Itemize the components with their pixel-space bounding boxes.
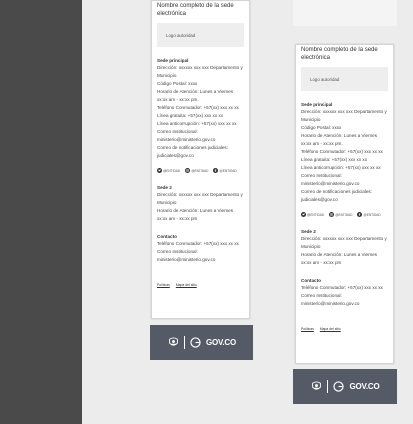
info-line: Correo Institucional:	[157, 129, 198, 135]
social-link-facebook[interactable]	[213, 168, 236, 174]
info-line: Correo Institucional:	[301, 293, 342, 299]
facebook-icon	[357, 212, 362, 218]
email-link[interactable]: ministerio@ministerio.gov.co	[301, 181, 360, 187]
info-line: Horario de Atención: Lunes a Viernes	[157, 89, 234, 95]
info-line: Línea anticorrupción: +57(xx) xxx xx xx	[157, 121, 237, 127]
info-line: Teléfono Conmutador: +57(xx) xxx xx xx	[157, 105, 239, 111]
sitemap-link[interactable]: Mapa del sitio	[175, 283, 197, 288]
info-line: Municipio	[157, 200, 177, 206]
info-line: Dirección: xxxxxx xxx xxx Departamento y	[301, 109, 387, 115]
social-handle: @ENTIDAD	[219, 169, 237, 174]
info-line: Código Postal: xxxx	[157, 81, 198, 87]
info-line: Línea gratuita: +57(xx) xxx xx xx	[301, 157, 367, 163]
info-line: Horario de Atención: Lunes a Viernes	[301, 133, 378, 139]
sede-2-section	[301, 228, 388, 267]
info-line: Correo Institucional:	[157, 249, 198, 255]
info-line: Dirección: xxxxxx xxx xxx Departamento y	[157, 192, 243, 198]
govco-footer-bar	[293, 369, 397, 404]
social-link-instagram[interactable]	[185, 168, 208, 174]
colombia-crest-icon	[167, 336, 180, 349]
info-line: Línea anticorrupción: +57(xx) xxx xx xx	[301, 165, 381, 171]
info-line: Horario de Atención: Lunes a Viernes	[301, 252, 378, 258]
sede-2-label: Sede 2	[157, 185, 172, 191]
info-line: xx:xx am - xx:xx pm.	[301, 141, 343, 147]
social-handle: @ENTIDAD	[363, 213, 381, 218]
govco-brand[interactable]: GOV.CO	[205, 338, 237, 347]
info-line: Teléfono Conmutador: +57(xx) xxx xx xx	[157, 241, 239, 247]
social-link-facebook[interactable]	[357, 212, 380, 218]
email-link[interactable]: ministerio@ministerio.gov.co	[157, 257, 216, 263]
footer-card-mobile	[295, 44, 394, 364]
mobile-column-background	[293, 0, 397, 26]
govco-logo-icon	[332, 380, 345, 393]
policies-link[interactable]: Políticas	[157, 283, 170, 288]
email-link[interactable]: judiciales@gov.co	[157, 153, 194, 159]
info-line: Correo Institucional:	[301, 173, 342, 179]
footer-links	[301, 327, 388, 331]
main-office-section	[157, 57, 244, 160]
social-link-twitter[interactable]	[301, 212, 324, 218]
logo-label: Logo autoridad	[310, 76, 340, 82]
contact-label: Contacto	[301, 278, 321, 284]
twitter-icon	[157, 168, 162, 174]
main-office-label: Sede principal	[157, 58, 189, 64]
social-links	[301, 212, 388, 218]
footer-card-desktop	[151, 0, 250, 319]
social-link-twitter[interactable]	[157, 168, 180, 174]
colombia-crest-icon	[310, 380, 323, 393]
instagram-icon	[185, 168, 190, 174]
contact-section	[157, 233, 244, 264]
entity-title: Nombre completo de la sede electrónica	[157, 3, 234, 17]
sitemap-link[interactable]: Mapa del sitio	[319, 327, 341, 332]
social-links	[157, 168, 244, 174]
info-line: xx:xx am - xx:xx pm.	[157, 97, 199, 103]
info-line: Dirección: xxxxxx xxx xxx Departamento y	[157, 65, 243, 71]
footer-divider	[184, 336, 185, 349]
main-office-label: Sede principal	[301, 102, 333, 108]
twitter-icon	[301, 212, 306, 218]
authority-logo-placeholder	[157, 23, 244, 47]
govco-logo-icon	[189, 336, 202, 349]
sede-2-section	[157, 184, 244, 223]
footer-divider	[327, 380, 328, 393]
authority-logo-placeholder	[301, 67, 388, 91]
social-handle: @ENTIDAD	[335, 213, 353, 218]
info-line: Municipio	[157, 73, 177, 79]
info-line: Código Postal: xxxx	[301, 125, 342, 131]
policies-link[interactable]: Políticas	[301, 327, 314, 332]
logo-label: Logo autoridad	[166, 32, 196, 38]
social-handle: @ENTIDAD	[191, 169, 209, 174]
info-line: Horario de Atención: Lunes a Viernes	[157, 208, 234, 214]
social-link-instagram[interactable]	[329, 212, 352, 218]
email-link[interactable]: ministerio@ministerio.gov.co	[301, 301, 360, 307]
facebook-icon	[213, 168, 218, 174]
social-handle: @ENTIDAD	[163, 169, 181, 174]
email-link[interactable]: ministerio@ministerio.gov.co	[157, 137, 216, 143]
contact-label: Contacto	[157, 234, 177, 240]
main-office-section	[301, 101, 388, 204]
info-line: Teléfono Conmutador: +57(xx) xxx xx xx	[301, 149, 383, 155]
instagram-icon	[329, 212, 334, 218]
info-line: Correo de notificaciones judiciales:	[301, 189, 372, 195]
govco-footer-bar	[150, 325, 253, 360]
footer-links	[157, 283, 244, 287]
govco-brand[interactable]: GOV.CO	[349, 382, 380, 391]
info-line: Correo de notificaciones judiciales:	[157, 145, 228, 151]
entity-title: Nombre completo de la sede electrónica	[301, 47, 378, 61]
info-line: Municipio	[301, 117, 321, 123]
info-line: Línea gratuita: +57(xx) xxx xx xx	[157, 113, 223, 119]
sede-2-label: Sede 2	[301, 229, 316, 235]
email-link[interactable]: judiciales@gov.co	[301, 197, 338, 203]
info-line: xx:xx am - xx:xx pm	[157, 216, 198, 222]
info-line: xx:xx am - xx:xx pm	[301, 260, 342, 266]
social-handle: @ENTIDAD	[307, 213, 325, 218]
info-line: Teléfono Conmutador: +57(xx) xxx xx xx	[301, 285, 383, 291]
contact-section	[301, 277, 388, 308]
info-line: Dirección: xxxxxx xxx xxx Departamento y	[301, 236, 387, 242]
left-sidebar-panel	[0, 0, 82, 424]
info-line: Municipio	[301, 244, 321, 250]
